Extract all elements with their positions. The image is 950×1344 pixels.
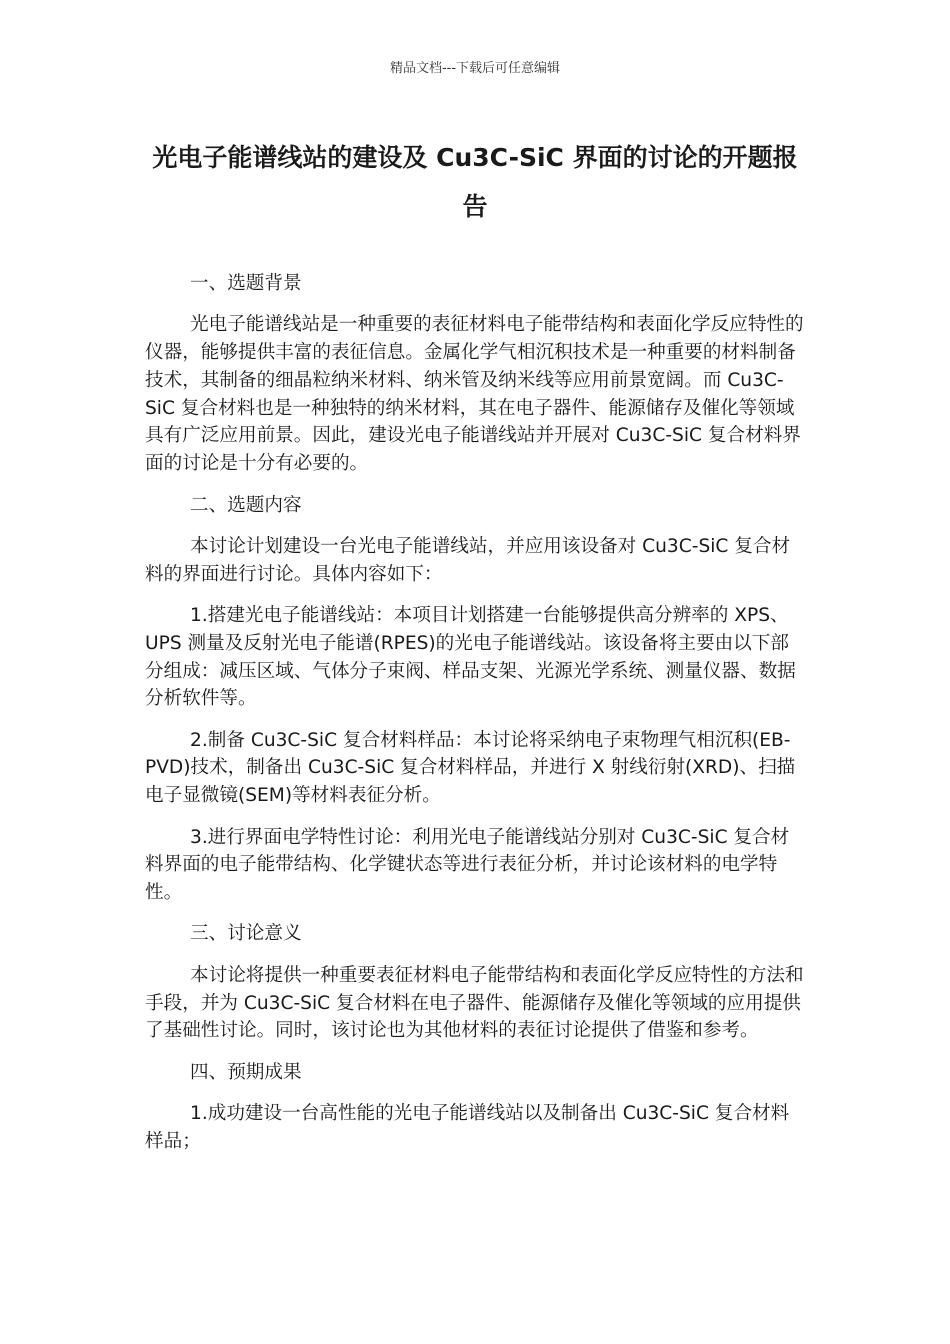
section-heading-background: 一、选题背景 — [190, 273, 302, 294]
paragraph-content-item-3: 3.进行界面电学特性讨论：利用光电子能谱线站分别对 Cu3C-SiC 复合材料界面的电子能带结构、化学键状态等进行表征分析，并讨论该材料的电学特性。 — [145, 826, 790, 904]
paragraph-content-item-1: 1.搭建光电子能谱线站：本项目计划搭建一台能够提供高分辨率的 XPS、UPS 测量及反射光电子能谱(RPES)的光电子能谱线站。该设备将主要由以下部分组成：减压区域、气体分子束阀、样品支架、光源光学系统、测量仪器、数据分析软件等。 — [145, 604, 796, 710]
section-heading-content: 二、选题内容 — [190, 494, 302, 516]
document-body — [145, 270, 805, 1169]
paragraph-significance: 本讨论将提供一种重要表征材料电子能带结构和表面化学反应特性的方法和手段，并为 Cu3C-SiC 复合材料在电子器件、能源储存及催化等领域的应用提供了基础性讨论。同时，该讨论也为其他材料的表征讨论提供了借鉴和参考。 — [145, 964, 804, 1042]
paragraph-content-intro: 本讨论计划建设一台光电子能谱线站，并应用该设备对 Cu3C-SiC 复合材料的界面进行讨论。具体内容如下： — [145, 535, 791, 585]
paragraph-content-item-2: 2.制备 Cu3C-SiC 复合材料样品：本讨论将采纳电子束物理气相沉积(EB-PVD)技术，制备出 Cu3C-SiC 复合材料样品，并进行 X 射线衍射(XRD)、扫描电子显微镜(SEM)等材料表征分析。 — [145, 729, 796, 807]
document-title: 光电子能谱线站的建设及 Cu3C-SiC 界面的讨论的开题报告 — [152, 143, 798, 221]
section-heading-significance: 三、讨论意义 — [190, 923, 302, 945]
paragraph-background: 光电子能谱线站是一种重要的表征材料电子能带结构和表面化学反应特性的仪器，能够提供丰富的表征信息。金属化学气相沉积技术是一种重要的材料制备技术，其制备的细晶粒纳米材料、纳米管及纳米线等应用前景宽阔。而 Cu3C-SiC 复合材料也是一种独特的纳米材料，其在电子器件、能源储存及催化等领域具有广泛应用前景。因此，建设光电子能谱线站并开展对 Cu3C-SiC 复合材料界面的讨论是十分有必要的。 — [145, 314, 804, 475]
section-heading-outcomes: 四、预期成果 — [190, 1061, 302, 1083]
paragraph-outcome-item-1: 1.成功建设一台高性能的光电子能谱线站以及制备出 Cu3C-SiC 复合材料样品； — [145, 1102, 790, 1152]
page-header-note: 精品文档---下载后可任意编辑 — [389, 61, 561, 76]
